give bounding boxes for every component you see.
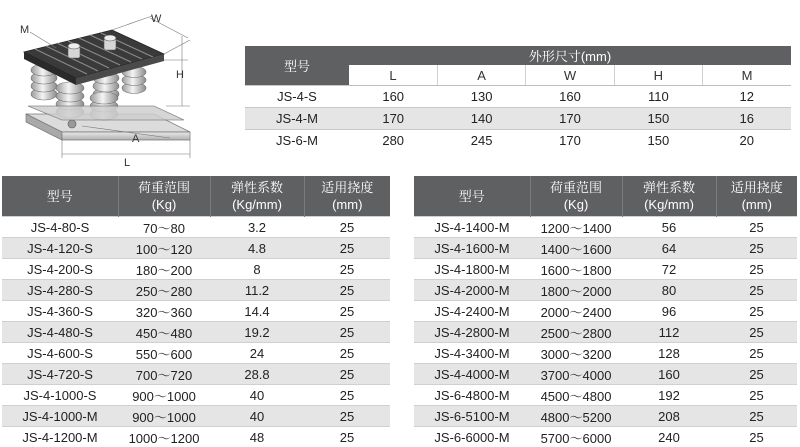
table-cell: 1600～1800 <box>530 259 622 280</box>
table-cell: JS-4-1400-M <box>414 217 530 238</box>
table-row <box>414 427 797 447</box>
table-cell: 25 <box>716 238 797 259</box>
table-cell: 110 <box>614 86 702 108</box>
table-cell: 25 <box>304 259 390 280</box>
right-header-load: 荷重范围 (Kg) <box>530 176 622 217</box>
table-cell: 56 <box>622 217 716 238</box>
table-row <box>245 108 791 130</box>
table-cell: 140 <box>437 108 525 130</box>
table-row <box>414 406 797 427</box>
table-cell: 700～720 <box>118 364 210 385</box>
table-cell: 19.2 <box>210 322 304 343</box>
table-row <box>2 301 390 322</box>
table-cell: 160 <box>526 86 614 108</box>
table-cell: JS-4-720-S <box>2 364 118 385</box>
table-row <box>414 280 797 301</box>
table-cell: JS-4-80-S <box>2 217 118 238</box>
table-row <box>2 364 390 385</box>
table-cell: 160 <box>349 86 437 108</box>
table-cell: 16 <box>703 108 791 130</box>
table-row <box>2 385 390 406</box>
table-cell: JS-4-1000-M <box>2 406 118 427</box>
label-w: W <box>151 13 162 25</box>
damper-product-diagram <box>4 2 226 170</box>
dim-col-l: L <box>349 65 437 86</box>
table-cell: 25 <box>716 217 797 238</box>
table-cell: 40 <box>210 385 304 406</box>
table-cell: 25 <box>304 427 390 447</box>
table-cell: 14.4 <box>210 301 304 322</box>
right-header-deflection: 适用挠度 (mm) <box>716 176 797 217</box>
table-cell: 25 <box>716 280 797 301</box>
table-cell: 70～80 <box>118 217 210 238</box>
left-header-model: 型号 <box>2 176 118 217</box>
table-cell: 1200～1400 <box>530 217 622 238</box>
table-cell: JS-4-1800-M <box>414 259 530 280</box>
table-row <box>2 280 390 301</box>
table-cell: 450～480 <box>118 322 210 343</box>
table-cell: JS-4-4000-M <box>414 364 530 385</box>
table-cell: JS-4-280-S <box>2 280 118 301</box>
table-cell: 24 <box>210 343 304 364</box>
table-cell: 4800～5200 <box>530 406 622 427</box>
table-cell: JS-4-360-S <box>2 301 118 322</box>
table-cell: JS-4-600-S <box>2 343 118 364</box>
spec-table-right <box>414 176 797 447</box>
table-cell: 170 <box>526 108 614 130</box>
table-cell: 4500～4800 <box>530 385 622 406</box>
table-row <box>414 259 797 280</box>
left-header-load: 荷重范围 (Kg) <box>118 176 210 217</box>
table-cell: 25 <box>716 385 797 406</box>
spec-table-left <box>2 176 390 447</box>
table-cell: 130 <box>437 86 525 108</box>
table-cell: 208 <box>622 406 716 427</box>
table-cell: JS-4-2800-M <box>414 322 530 343</box>
table-cell: 8 <box>210 259 304 280</box>
table-cell: 25 <box>304 301 390 322</box>
table-row <box>414 301 797 322</box>
table-cell: 72 <box>622 259 716 280</box>
table-cell: 170 <box>349 108 437 130</box>
table-cell: JS-4-3400-M <box>414 343 530 364</box>
table-cell: 250～280 <box>118 280 210 301</box>
table-cell: 25 <box>304 385 390 406</box>
table-cell: 25 <box>716 322 797 343</box>
table-cell: 900～1000 <box>118 406 210 427</box>
table-cell: JS-4-2000-M <box>414 280 530 301</box>
table-cell: 4.8 <box>210 238 304 259</box>
table-cell: 96 <box>622 301 716 322</box>
table-row <box>2 406 390 427</box>
table-cell: 170 <box>526 130 614 152</box>
table-row <box>2 217 390 238</box>
table-cell: 160 <box>622 364 716 385</box>
table-cell: 128 <box>622 343 716 364</box>
table-row <box>245 86 791 108</box>
dim-col-w: W <box>526 65 614 86</box>
table-cell: 240 <box>622 427 716 447</box>
table-row <box>2 238 390 259</box>
dim-col-m: M <box>703 65 791 86</box>
table-row <box>245 130 791 152</box>
table-cell: 2000～2400 <box>530 301 622 322</box>
table-cell: JS-6-5100-M <box>414 406 530 427</box>
table-cell: 25 <box>304 217 390 238</box>
table-cell: 25 <box>716 343 797 364</box>
table-cell: 48 <box>210 427 304 447</box>
table-cell: JS-4-480-S <box>2 322 118 343</box>
table-cell: 80 <box>622 280 716 301</box>
table-cell: 112 <box>622 322 716 343</box>
table-cell: JS-6-4800-M <box>414 385 530 406</box>
table-cell: 100～120 <box>118 238 210 259</box>
table-cell: 5700～6000 <box>530 427 622 447</box>
table-cell: 150 <box>614 108 702 130</box>
table-cell: 20 <box>703 130 791 152</box>
table-cell: 900～1000 <box>118 385 210 406</box>
table-row <box>2 259 390 280</box>
table-cell: 3000～3200 <box>530 343 622 364</box>
table-row <box>414 217 797 238</box>
table-cell: 25 <box>716 259 797 280</box>
table-cell: 25 <box>716 301 797 322</box>
right-header-stiffness: 弹性系数 (Kg/mm) <box>622 176 716 217</box>
table-cell: 25 <box>304 322 390 343</box>
table-row <box>2 427 390 447</box>
table-cell: 25 <box>304 406 390 427</box>
table-cell: 25 <box>716 364 797 385</box>
table-cell: 40 <box>210 406 304 427</box>
label-m: M <box>20 24 29 36</box>
table-cell: 3.2 <box>210 217 304 238</box>
table-cell: JS-4-1600-M <box>414 238 530 259</box>
table-row <box>2 343 390 364</box>
table-cell: 3700～4000 <box>530 364 622 385</box>
table-row <box>414 322 797 343</box>
table-cell: JS-4-200-S <box>2 259 118 280</box>
table-cell: 28.8 <box>210 364 304 385</box>
table-cell: 1800～2000 <box>530 280 622 301</box>
table-cell: 320～360 <box>118 301 210 322</box>
table-cell: 25 <box>716 427 797 447</box>
table-cell: JS-6-M <box>245 130 349 152</box>
table-cell: 550～600 <box>118 343 210 364</box>
table-row <box>414 343 797 364</box>
table-row <box>414 238 797 259</box>
table-cell: JS-4-S <box>245 86 349 108</box>
table-cell: 25 <box>304 280 390 301</box>
dim-model-header: 型号 <box>245 46 349 86</box>
table-cell: 192 <box>622 385 716 406</box>
table-cell: 2500～2800 <box>530 322 622 343</box>
table-cell: 150 <box>614 130 702 152</box>
table-cell: 245 <box>437 130 525 152</box>
table-cell: 1000～1200 <box>118 427 210 447</box>
table-cell: JS-4-1000-S <box>2 385 118 406</box>
dim-col-a: A <box>437 65 525 86</box>
left-header-deflection: 适用挠度 (mm) <box>304 176 390 217</box>
left-header-stiffness: 弹性系数 (Kg/mm) <box>210 176 304 217</box>
table-cell: JS-4-1200-M <box>2 427 118 447</box>
table-cell: 25 <box>304 364 390 385</box>
dim-col-h: H <box>614 65 702 86</box>
table-cell: 25 <box>304 343 390 364</box>
table-row <box>2 322 390 343</box>
table-row <box>414 364 797 385</box>
dim-group-header: 外形尺寸(mm) <box>349 46 791 65</box>
dimensions-table <box>245 46 791 151</box>
label-l: L <box>124 157 130 169</box>
table-row <box>414 385 797 406</box>
label-h: H <box>176 69 184 81</box>
table-cell: 1400～1600 <box>530 238 622 259</box>
table-cell: JS-4-M <box>245 108 349 130</box>
table-cell: JS-4-120-S <box>2 238 118 259</box>
label-a: A <box>132 133 140 145</box>
table-cell: JS-6-6000-M <box>414 427 530 447</box>
table-cell: 180～200 <box>118 259 210 280</box>
table-cell: 25 <box>716 406 797 427</box>
table-cell: JS-4-2400-M <box>414 301 530 322</box>
table-cell: 12 <box>703 86 791 108</box>
table-cell: 280 <box>349 130 437 152</box>
table-cell: 25 <box>304 238 390 259</box>
table-cell: 11.2 <box>210 280 304 301</box>
table-cell: 64 <box>622 238 716 259</box>
right-header-model: 型号 <box>414 176 530 217</box>
